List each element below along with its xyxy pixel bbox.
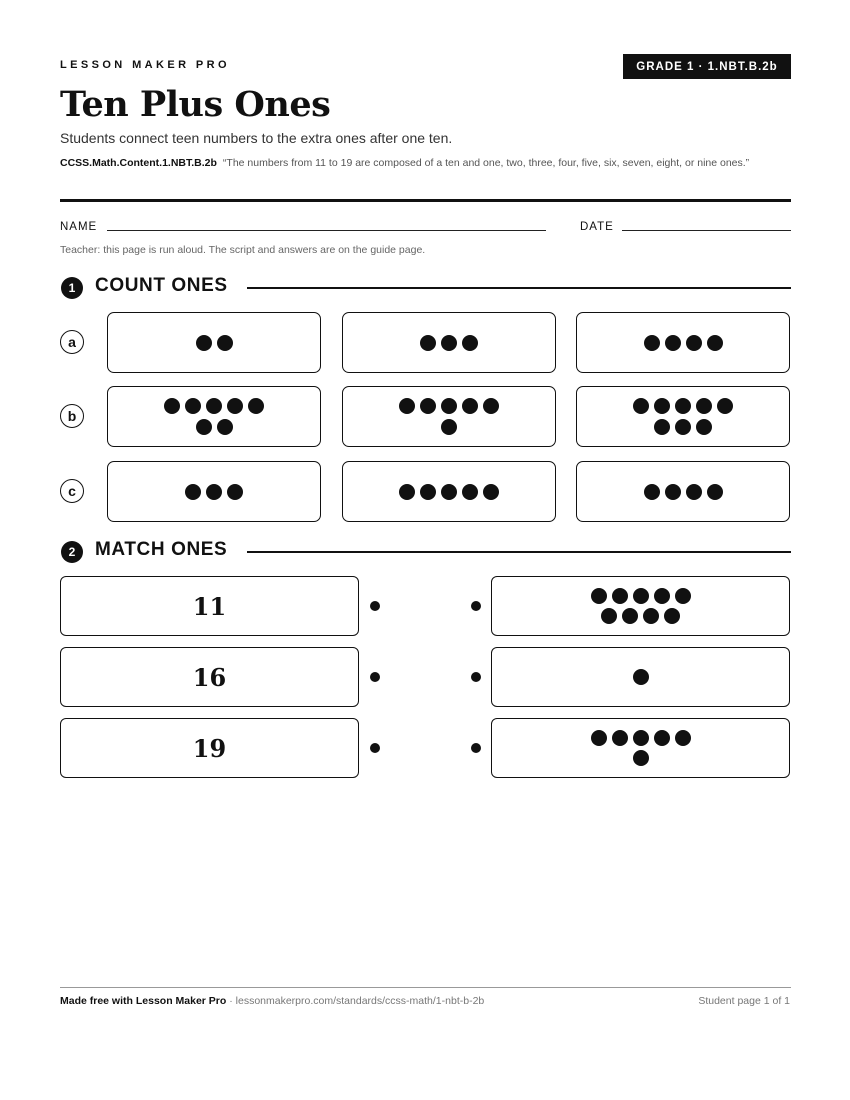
counting-dot — [601, 608, 617, 624]
counting-dot — [633, 398, 649, 414]
row-label-a: a — [60, 330, 84, 354]
counting-dot — [591, 730, 607, 746]
counting-dot — [196, 335, 212, 351]
dot-row — [591, 588, 691, 604]
dot-card — [491, 647, 790, 707]
date-field[interactable] — [622, 230, 791, 231]
counting-dot — [633, 750, 649, 766]
dot-box — [576, 312, 790, 373]
dot-box — [107, 386, 321, 447]
row-label-c: c — [60, 479, 84, 503]
counting-dot — [248, 398, 264, 414]
dot-row — [196, 419, 233, 435]
section-number-badge: 1 — [61, 277, 83, 299]
dot-row — [164, 398, 264, 414]
counting-dot — [665, 484, 681, 500]
section-title-count-ones: COUNT ONES — [95, 275, 228, 296]
match-point-right[interactable] — [471, 743, 481, 753]
number-card-11: 11 — [60, 576, 359, 636]
dot-row — [633, 750, 649, 766]
counting-dot — [227, 484, 243, 500]
counting-dot — [675, 730, 691, 746]
dot-box — [107, 461, 321, 522]
footer-credit — [60, 995, 484, 1007]
dot-box — [107, 312, 321, 373]
counting-dot — [686, 484, 702, 500]
counting-dot — [675, 419, 691, 435]
dot-card — [491, 718, 790, 778]
dot-row — [644, 335, 723, 351]
date-label: DATE — [580, 221, 614, 233]
number-card-16: 16 — [60, 647, 359, 707]
match-point-right[interactable] — [471, 601, 481, 611]
counting-dot — [644, 335, 660, 351]
name-field[interactable] — [107, 230, 546, 231]
dot-row — [591, 730, 691, 746]
counting-dot — [686, 335, 702, 351]
dot-box — [342, 461, 556, 522]
dot-box — [342, 312, 556, 373]
counting-dot — [654, 398, 670, 414]
counting-dot — [644, 484, 660, 500]
dot-row — [654, 419, 712, 435]
counting-dot — [717, 398, 733, 414]
match-point-left[interactable] — [370, 672, 380, 682]
counting-dot — [441, 484, 457, 500]
dot-row — [601, 608, 680, 624]
page-title: Ten Plus Ones — [60, 84, 331, 125]
counting-dot — [633, 588, 649, 604]
counting-dot — [441, 419, 457, 435]
counting-dot — [654, 730, 670, 746]
counting-dot — [664, 608, 680, 624]
counting-dot — [675, 588, 691, 604]
dot-card — [491, 576, 790, 636]
match-point-left[interactable] — [370, 743, 380, 753]
footer-divider — [60, 987, 791, 988]
counting-dot — [185, 484, 201, 500]
footer-url[interactable]: · lessonmakerpro.com/standards/ccss-math/1-nbt-b-2b — [226, 995, 485, 1007]
counting-dot — [654, 419, 670, 435]
counting-dot — [696, 398, 712, 414]
counting-dot — [227, 398, 243, 414]
dot-row — [196, 335, 233, 351]
counting-dot — [483, 398, 499, 414]
counting-dot — [633, 669, 649, 685]
counting-dot — [196, 419, 212, 435]
counting-dot — [206, 398, 222, 414]
footer-page-number: Student page 1 of 1 — [698, 995, 790, 1007]
section-number-badge: 2 — [61, 541, 83, 563]
dot-row — [441, 419, 457, 435]
match-point-left[interactable] — [370, 601, 380, 611]
match-point-right[interactable] — [471, 672, 481, 682]
dot-row — [185, 484, 243, 500]
counting-dot — [399, 484, 415, 500]
footer-made-with: Made free with Lesson Maker Pro — [60, 995, 227, 1007]
page-subtitle: Students connect teen numbers to the extra ones after one ten. — [60, 130, 453, 146]
counting-dot — [399, 398, 415, 414]
counting-dot — [622, 608, 638, 624]
counting-dot — [483, 484, 499, 500]
counting-dot — [612, 588, 628, 604]
counting-dot — [185, 398, 201, 414]
dot-box — [576, 461, 790, 522]
name-label: NAME — [60, 221, 98, 233]
dot-row — [644, 484, 723, 500]
counting-dot — [462, 398, 478, 414]
counting-dot — [164, 398, 180, 414]
header-divider — [60, 199, 791, 202]
counting-dot — [462, 484, 478, 500]
brand-name: LESSON MAKER PRO — [60, 59, 230, 71]
row-label-b: b — [60, 404, 84, 428]
counting-dot — [462, 335, 478, 351]
dot-row — [399, 398, 499, 414]
standard-text: “The numbers from 11 to 19 are composed of a ten and one, two, three, four, five, six, seven, eight, or nine ones.” — [222, 157, 750, 169]
counting-dot — [206, 484, 222, 500]
counting-dot — [654, 588, 670, 604]
standard-statement — [60, 155, 790, 172]
counting-dot — [633, 730, 649, 746]
counting-dot — [217, 419, 233, 435]
dot-row — [633, 398, 733, 414]
counting-dot — [420, 484, 436, 500]
counting-dot — [643, 608, 659, 624]
counting-dot — [420, 335, 436, 351]
counting-dot — [441, 335, 457, 351]
number-card-19: 19 — [60, 718, 359, 778]
counting-dot — [612, 730, 628, 746]
counting-dot — [441, 398, 457, 414]
grade-badge: GRADE 1 · 1.NBT.B.2b — [623, 54, 791, 79]
dot-row — [420, 335, 478, 351]
dot-row — [633, 669, 649, 685]
section-divider — [247, 287, 791, 289]
section-title-match-ones: MATCH ONES — [95, 539, 228, 560]
counting-dot — [217, 335, 233, 351]
standard-code: CCSS.Math.Content.1.NBT.B.2b — [60, 157, 217, 169]
counting-dot — [707, 335, 723, 351]
counting-dot — [696, 419, 712, 435]
counting-dot — [675, 398, 691, 414]
counting-dot — [707, 484, 723, 500]
dot-box — [342, 386, 556, 447]
dot-box — [576, 386, 790, 447]
counting-dot — [665, 335, 681, 351]
dot-row — [399, 484, 499, 500]
counting-dot — [420, 398, 436, 414]
counting-dot — [591, 588, 607, 604]
teacher-note: Teacher: this page is run aloud. The script and answers are on the guide page. — [60, 244, 426, 256]
section-divider — [247, 551, 791, 553]
